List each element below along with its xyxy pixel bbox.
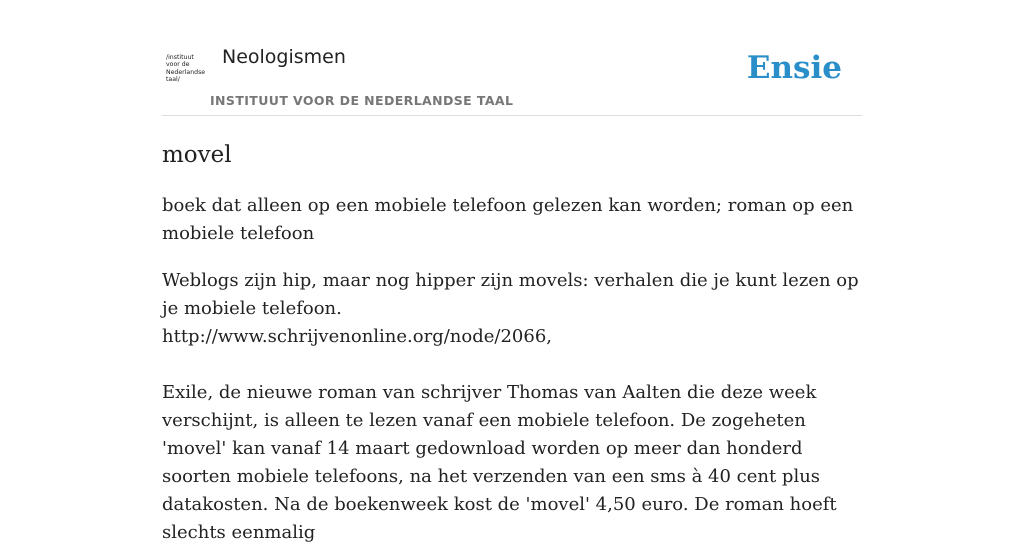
logo-line: voor de (166, 61, 190, 69)
entry-examples (162, 267, 862, 547)
ivdnt-logo[interactable] (166, 54, 206, 90)
entry-definition: boek dat alleen op een mobiele telefoon gelezen kan worden; roman op een mobiele telefoon (162, 195, 854, 244)
example-quote: Weblogs zijn hip, maar nog hipper zijn movels: verhalen die je kunt lezen op je mobiele telefoon. (162, 270, 859, 319)
entry-term: movel (162, 142, 232, 168)
logo-line: /instituut (166, 54, 194, 61)
example-spacer (162, 351, 862, 379)
example-source: http://www.schrijvenonline.org/node/2066, (162, 326, 552, 347)
institute-name: INSTITUUT VOOR DE NEDERLANDSE TAAL (210, 93, 514, 108)
logo-line: taal/ (166, 76, 180, 84)
entry-content (162, 140, 862, 547)
example-quote: Exile, de nieuwe roman van schrijver Thomas van Aalten die deze week verschijnt, is alleen te lezen vanaf een mobiele telefoon. De zogeheten 'movel' kan vanaf 14 maart gedownload worden op meer dan honderd soorten mobiele telefoons, na het verzenden van een sms à 40 cent plus datakosten. Na de boekenweek kost de 'movel' 4,50 euro. De roman hoeft slechts eenmalig (162, 382, 837, 543)
logo-line: Nederlandse (166, 68, 206, 76)
ensie-logo[interactable]: Ensie (746, 50, 842, 86)
entry-card (162, 40, 862, 547)
site-title[interactable]: Neologismen (222, 46, 346, 68)
header (162, 40, 862, 116)
